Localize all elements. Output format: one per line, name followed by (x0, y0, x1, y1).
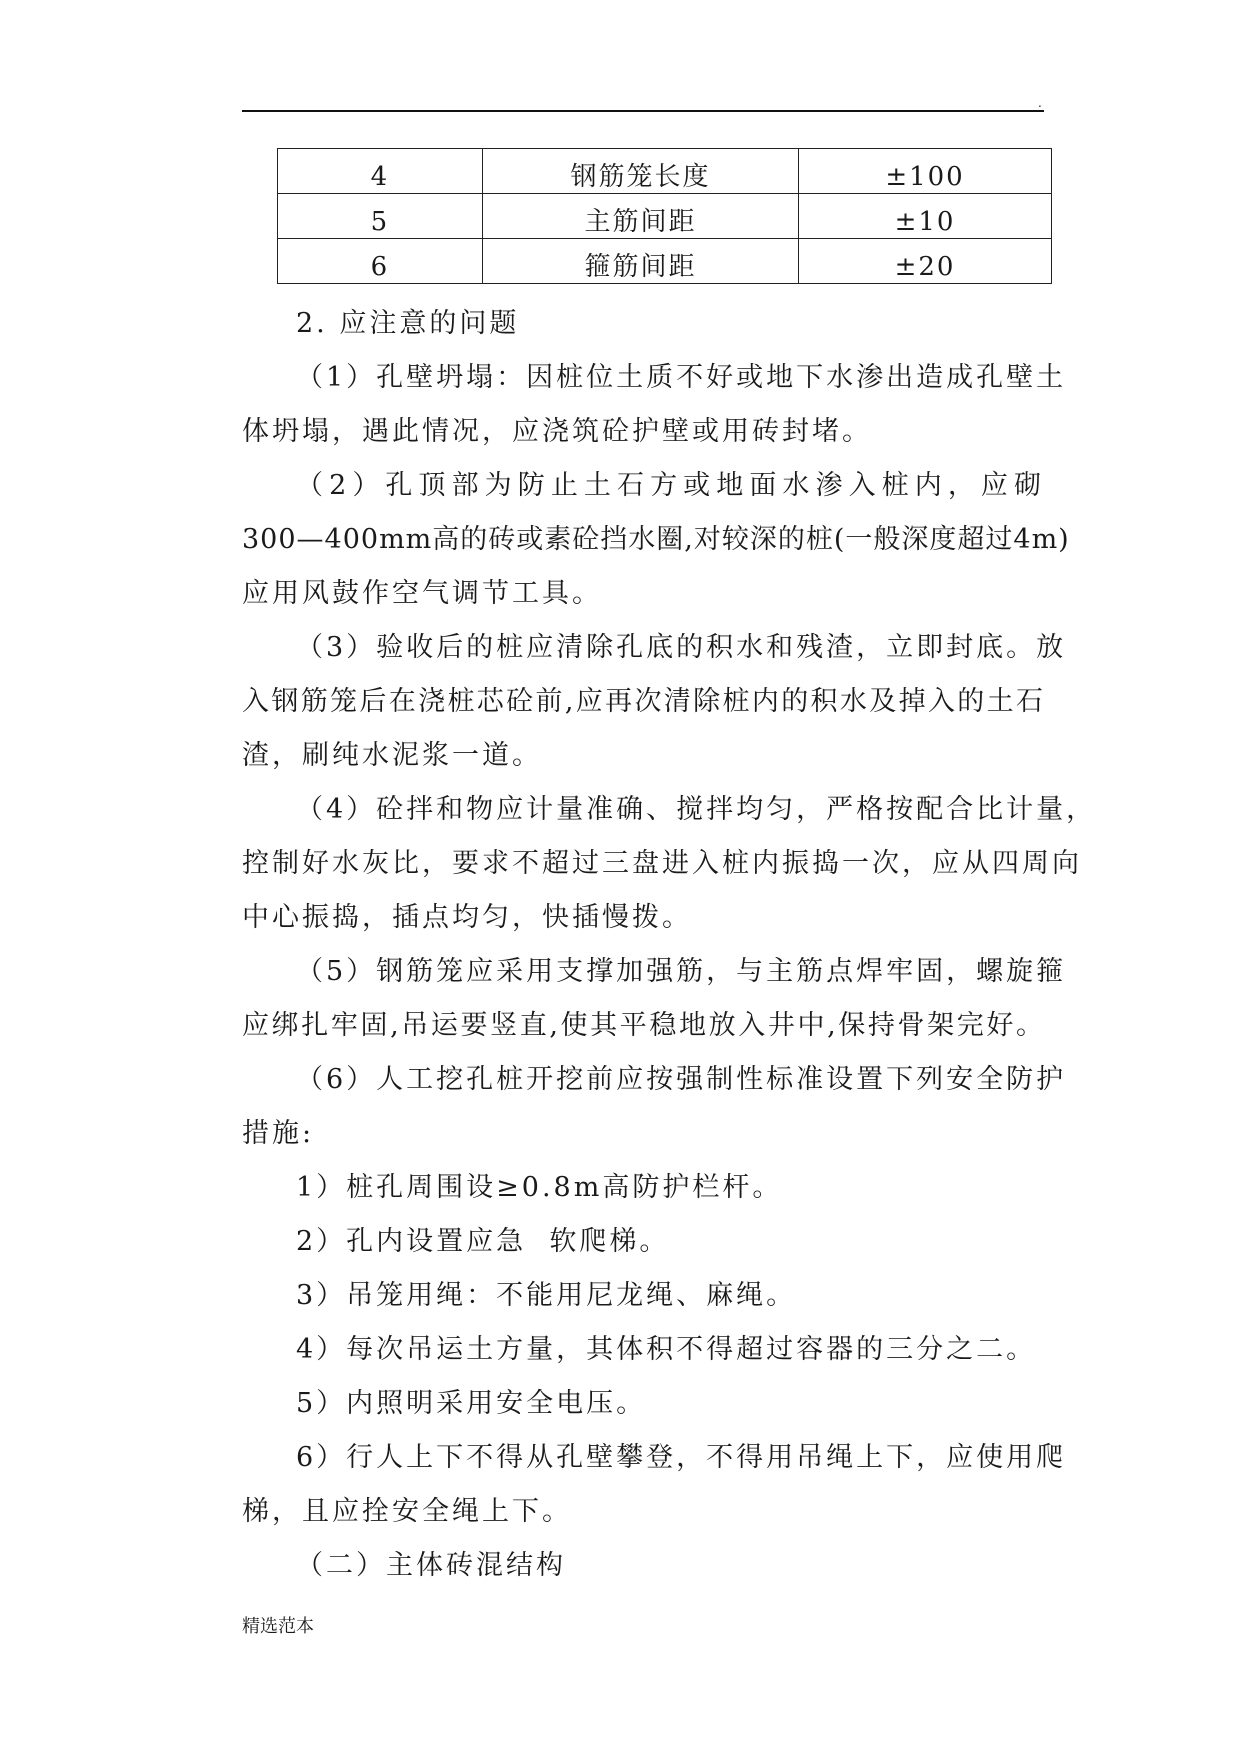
paragraph (242, 459, 1070, 621)
text-line: 3）吊笼用绳：不能用尼龙绳、麻绳。 (296, 1280, 797, 1311)
table-cell-tolerance: ±10 (799, 194, 1052, 239)
text-line: 应绑扎牢固,吊运要竖直,使其平稳地放入井中,保持骨架完好。 (242, 1010, 1044, 1041)
text-line: （二）主体砖混结构 (296, 1550, 566, 1581)
text-line: 6）行人上下不得从孔壁攀登，不得用吊绳上下，应使用爬 (296, 1442, 1067, 1473)
text-line: （3）验收后的桩应清除孔底的积水和残渣，立即封底。放 (296, 632, 1067, 663)
text-line: 体坍塌，遇此情况，应浇筑砼护壁或用砖封堵。 (242, 416, 872, 447)
text-line: 中心振捣，插点均匀，快插慢拨。 (242, 902, 692, 933)
text-line: （6）人工挖孔桩开挖前应按强制性标准设置下列安全防护 (296, 1064, 1067, 1095)
text-line: 梯，且应拴安全绳上下。 (242, 1496, 572, 1527)
text-line: （4）砼拌和物应计量准确、搅拌均匀，严格按配合比计量， (296, 794, 1097, 825)
text-line: 控制好水灰比，要求不超过三盘进入桩内振捣一次，应从四周向 (242, 848, 1082, 879)
text-line: 入钢筋笼后在浇桩芯砼前,应再次清除桩内的积水及掉入的土石 (242, 686, 1044, 717)
text-line: 2. 应注意的问题 (296, 308, 520, 339)
text-line: 应用风鼓作空气调节工具。 (242, 578, 602, 609)
body-text (242, 297, 1097, 1593)
list-item (242, 1377, 1044, 1431)
table-cell-tolerance: ±100 (799, 149, 1052, 194)
table-cell-tolerance: ±20 (799, 239, 1052, 284)
paragraph (242, 351, 1067, 459)
text-line: 1）桩孔周围设≥0.8m高防护栏杆。 (296, 1172, 783, 1203)
paragraph (242, 621, 1067, 783)
text-line: 2）孔内设置应急 软爬梯。 (296, 1226, 670, 1257)
list-item (242, 1215, 1044, 1269)
text-line: （2）孔顶部为防止土石方或地面水渗入桩内，应砌 (296, 470, 1044, 501)
table-cell-item: 箍筋间距 (482, 239, 798, 284)
section-heading (242, 1539, 1044, 1593)
section-heading (242, 297, 1044, 351)
list-item (242, 1161, 1044, 1215)
text-line: 300—400mm高的砖或素砼挡水圈,对较深的桩(一般深度超过4m) (242, 524, 1070, 555)
table-row (278, 194, 1052, 239)
list-item (242, 1323, 1044, 1377)
table-row (278, 149, 1052, 194)
list-item (242, 1431, 1067, 1539)
paragraph (242, 783, 1097, 945)
tolerance-table (277, 148, 1052, 284)
header-rule (242, 110, 1044, 112)
footer-text: 精选范本 (242, 1616, 314, 1637)
table-row (278, 239, 1052, 284)
paragraph (242, 1053, 1067, 1161)
text-line: 措施: (242, 1118, 315, 1149)
table-cell-no: 6 (278, 239, 483, 284)
table-cell-item: 钢筋笼长度 (482, 149, 798, 194)
table-cell-item: 主筋间距 (482, 194, 798, 239)
text-line: （1）孔壁坍塌：因桩位土质不好或地下水渗出造成孔壁土 (296, 362, 1067, 393)
table-cell-no: 5 (278, 194, 483, 239)
text-line: （5）钢筋笼应采用支撑加强筋，与主筋点焊牢固，螺旋箍 (296, 956, 1067, 987)
text-line: 4）每次吊运土方量，其体积不得超过容器的三分之二。 (296, 1334, 1037, 1365)
header-dot: . (1038, 96, 1042, 110)
text-line: 5）内照明采用安全电压。 (296, 1388, 647, 1419)
text-line: 渣，刷纯水泥浆一道。 (242, 740, 542, 771)
table-cell-no: 4 (278, 149, 483, 194)
paragraph (242, 945, 1067, 1053)
list-item (242, 1269, 1044, 1323)
